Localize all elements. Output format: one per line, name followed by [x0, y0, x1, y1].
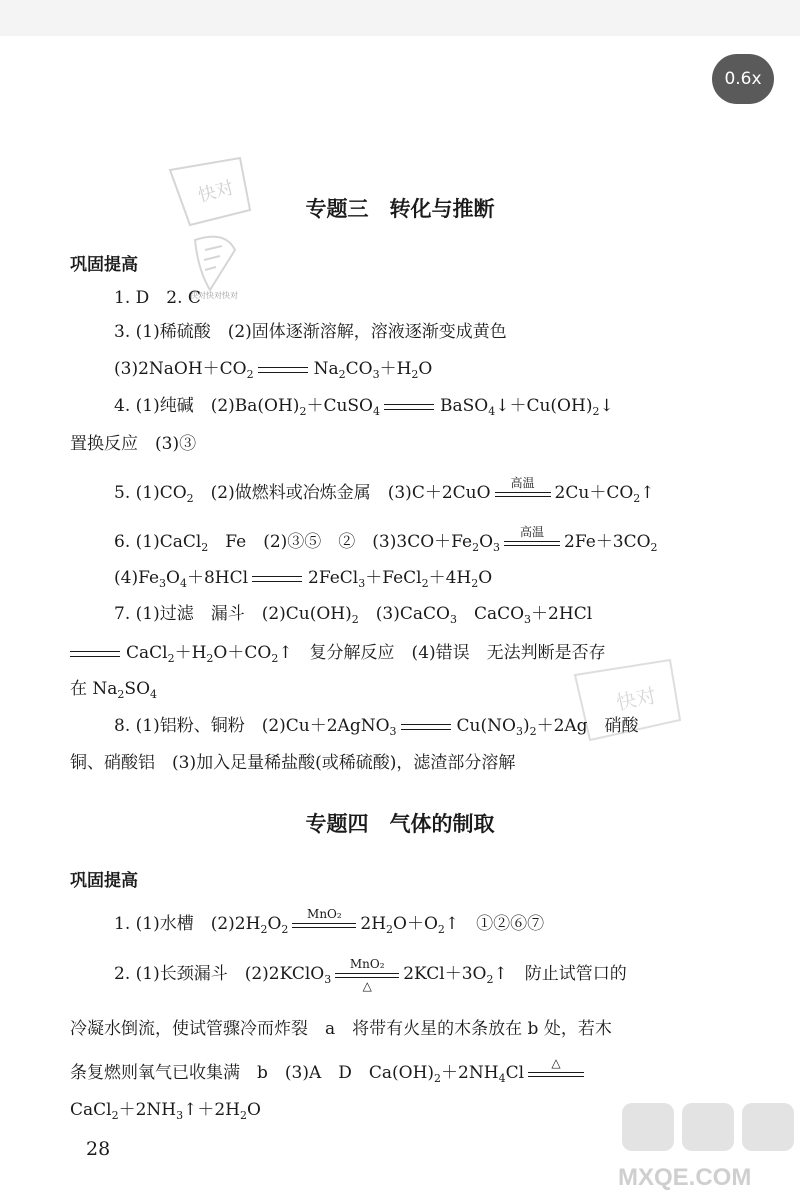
answer-line: 在 $Na_2SO_4$ [70, 679, 158, 701]
watermark-site-text: MXQE.COM [618, 1164, 752, 1191]
watermark-logo-right [560, 650, 690, 760]
watermark-site-logo [600, 1095, 800, 1193]
watermark-logo-top [150, 150, 260, 300]
answer-line: 2. (1)长颈漏斗 (2)2KClO$_3$ MnO₂ △ $2KCl+3O_2↑$ 防止试管口的 [114, 956, 627, 993]
answer-line: $(4)Fe_3O_4+8HCl$ $2FeCl_3+FeCl_2+4H_2O$ [114, 568, 493, 590]
subheading-3: 巩固提高 [70, 255, 138, 275]
watermark-badge-text: 快对 [195, 177, 236, 206]
page-number: 28 [86, 1138, 111, 1160]
answer-line: 8. (1)铝粉、铜粉 (2)Cu＋2AgNO$_3$ $Cu(NO_3)_2+2Ag$ 硝酸 [114, 716, 639, 738]
answer-line: 7. (1)过滤 漏斗 $(2)Cu(OH)_2$ (3)CaCO$_3$ CaCO$_3$＋2HCl [114, 604, 593, 626]
section-title-4: 专题四 气体的制取 [305, 812, 495, 836]
answer-line: 5. $(1)CO_2$ (2)做燃料或冶炼金属 (3)C＋2CuO 高温 $2Cu+CO_2↑$ [114, 475, 655, 505]
answer-line: 冷凝水倒流，使试管骤冷而炸裂 a 将带有火星的木条放在 b 处，若木 [70, 1019, 612, 1039]
section-title-3: 专题三 转化与推断 [305, 197, 495, 221]
answer-line: $(3)2NaOH+CO_2$ $Na_2CO_3+H_2O$ [114, 359, 433, 381]
answer-line: $CaCl_2+H_2O+CO_2↑$ 复分解反应 (4)错误 无法判断是否存 [70, 645, 606, 662]
answer-line: 3. (1)稀硫酸 (2)固体逐渐溶解，溶液逐渐变成黄色 [114, 322, 507, 342]
answer-line: 4. (1)纯碱 $(2)Ba(OH)_2+CuSO_4$ $BaSO_4↓+Cu(OH)_2↓$ [114, 396, 614, 418]
watermark-small-text: 快对快对快对 [190, 291, 238, 300]
answer-line: 1. (1)水槽 $(2)2H_2O_2$ MnO₂ $2H_2O+O_2↑$ ①②⑥⑦ [114, 906, 545, 936]
subheading-4: 巩固提高 [70, 871, 138, 891]
answer-line: 6. (1)CaCl$_2$ Fe (2)③⑤ ② $(3)3CO+Fe_2O_3$ 高温 $2Fe+3CO_2$ [114, 524, 658, 554]
answer-line: $CaCl_2+2NH_3↑+2H_2O$ [70, 1100, 261, 1122]
answer-line: 1. D 2. C [114, 288, 201, 308]
playback-speed-button[interactable]: 0.6x [712, 54, 774, 104]
answer-line: 铜、硝酸铝 (3)加入足量稀盐酸(或稀硫酸)，滤渣部分溶解 [70, 753, 516, 773]
watermark-badge-text-2: 快对 [614, 685, 659, 715]
answer-line: 条复燃则氧气已收集满 b (3)A D $Ca(OH)_2+2NH_4Cl$ △ [70, 1065, 588, 1082]
viewer-top-bar [0, 0, 800, 36]
answer-line: 置换反应 (3)③ [70, 434, 197, 454]
